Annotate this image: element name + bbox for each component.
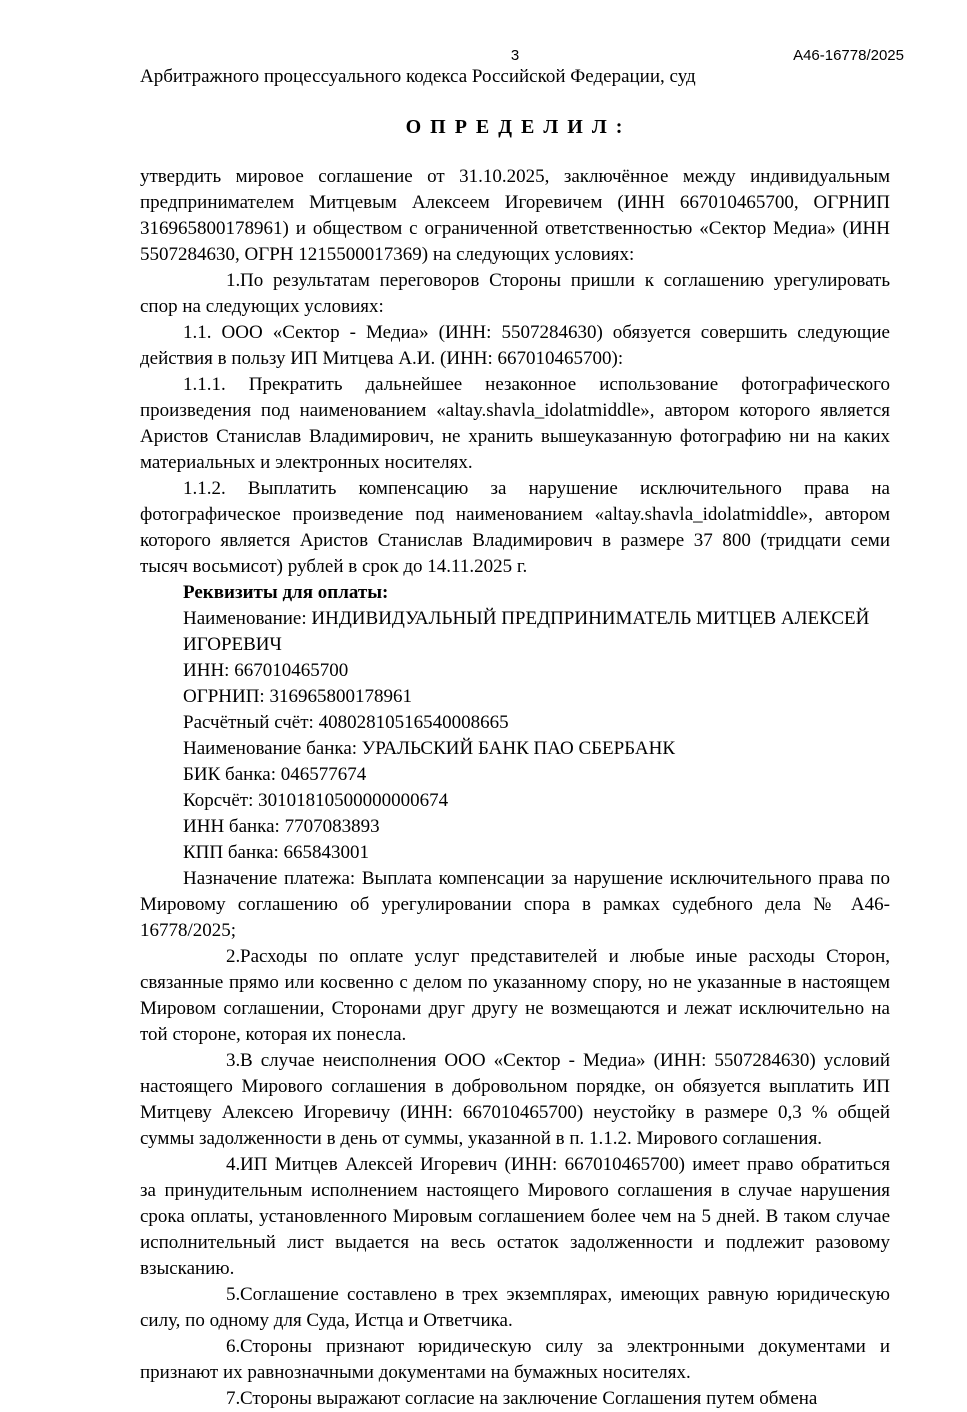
item-4	[140, 1152, 890, 1282]
subitem-1-1-2: 1.1.2. Выплатить компенсацию за нарушение исключительного права на фотографическое произведение под наименованием «altay.shavla_idolatmiddle», автором которого является Аристов Станислав Владимирович в размере 37 800 (тридцати семи тысяч восьмисот) рублей в срок до 14.11.2025 г.	[140, 478, 890, 577]
item-5-text: Соглашение составлено в трех экземплярах, имеющих равную юридическую силу, по одному для Суда, Истца и Ответчика.	[140, 1284, 890, 1331]
requisites-block	[140, 606, 890, 866]
item-5-number: 5.	[226, 1284, 241, 1305]
item-7	[140, 1386, 890, 1412]
item-2-number: 2.	[226, 946, 241, 967]
page-header	[140, 47, 904, 64]
item-1	[140, 268, 890, 320]
requisite-account: Расчётный счёт: 40802810516540008665	[183, 712, 509, 733]
item-6	[140, 1334, 890, 1386]
page-number: 3	[510, 47, 520, 64]
case-number: А46-16778/2025	[793, 47, 904, 64]
item-3-number: 3.	[226, 1050, 241, 1071]
item-7-number: 7.	[226, 1388, 241, 1409]
requisite-ogrnip: ОГРНИП: 316965800178961	[183, 686, 412, 707]
requisite-bik: БИК банка: 046577674	[183, 764, 367, 785]
payment-purpose: Назначение платежа: Выплата компенсации за нарушение исключительного права по Мировому соглашению об урегулировании спора в рамках судебного дела № А46-16778/2025;	[140, 868, 890, 941]
subitem-1-1-1: 1.1.1. Прекратить дальнейшее незаконное использование фотографического произведения под наименованием «altay.shavla_idolatmiddle», автором которого является Аристов Станислав Владимирович, не хранить вышеуказанную фотографию ни на каких материальных и электронных носителях.	[140, 374, 890, 473]
requisite-name: Наименование: ИНДИВИДУАЛЬНЫЙ ПРЕДПРИНИМАТЕЛЬ МИТЦЕВ АЛЕКСЕЙ ИГОРЕВИЧ	[183, 608, 870, 655]
ruling-heading: О П Р Е Д Е Л И Л :	[405, 116, 625, 138]
intro-line: Арбитражного процессуального кодекса Российской Федерации, суд	[140, 66, 696, 87]
subitem-1-1: 1.1. ООО «Сектор - Медиа» (ИНН: 5507284630) обязуется совершить следующие действия в пользу ИП Митцева А.И. (ИНН: 667010465700):	[140, 322, 890, 369]
item-3	[140, 1048, 890, 1152]
requisite-bank-inn: ИНН банка: 7707083893	[183, 816, 380, 837]
requisite-inn: ИНН: 667010465700	[183, 660, 349, 681]
item-4-number: 4.	[226, 1154, 241, 1175]
opening-paragraph: утвердить мировое соглашение от 31.10.2025, заключённое между индивидуальным предпринимателем Митцевым Алексеем Игоревичем (ИНН 667010465700, ОГРНИП 316965800178961) и обществом с ограниченной ответственностью «Сектор Медиа» (ИНН 5507284630, ОГРН 1215500017369) на следующих условиях:	[140, 166, 890, 265]
item-4-text: ИП Митцев Алексей Игоревич (ИНН: 667010465700) имеет право обратиться за принудительным исполнением настоящего Мирового соглашения в случае нарушения срока оплаты, установленного Мировым соглашением более чем на 5 дней. В таком случае исполнительный лист выдается на весь остаток задолженности и подлежит разовому взысканию.	[140, 1154, 890, 1279]
requisite-bank-name: Наименование банка: УРАЛЬСКИЙ БАНК ПАО СБЕРБАНК	[183, 738, 675, 759]
item-7-text: Стороны выражают согласие на заключение Соглашения путем обмена	[240, 1388, 818, 1409]
item-6-text: Стороны признают юридическую силу за электронными документами и признают их равнозначными документами на бумажных носителях.	[140, 1336, 890, 1383]
item-6-number: 6.	[226, 1336, 241, 1357]
item-1-text: По результатам переговоров Стороны пришли к соглашению урегулировать спор на следующих условиях:	[140, 270, 890, 317]
item-5	[140, 1282, 890, 1334]
item-2	[140, 944, 890, 1048]
requisite-bank-kpp: КПП банка: 665843001	[183, 842, 370, 863]
requisite-corr-account: Корсчёт: 30101810500000000674	[183, 790, 449, 811]
requisites-heading: Реквизиты для оплаты:	[183, 582, 389, 603]
item-3-text: В случае неисполнения ООО «Сектор - Медиа» (ИНН: 5507284630) условий настоящего Мирового соглашения в добровольном порядке, он обязуется выплатить ИП Митцеву Алексею Игоревичу (ИНН: 667010465700) неустойку в размере 0,3 % общей суммы задолженности в день от суммы, указанной в п. 1.1.2. Мирового соглашения.	[140, 1050, 890, 1149]
item-1-number: 1.	[226, 270, 241, 291]
item-2-text: Расходы по оплате услуг представителей и любые иные расходы Сторон, связанные прямо или косвенно с делом по указанному спору, но не указанные в настоящем Мировом соглашении, Сторонами друг другу не возмещаются и лежат исключительно на той стороне, которая их понесла.	[140, 946, 890, 1045]
